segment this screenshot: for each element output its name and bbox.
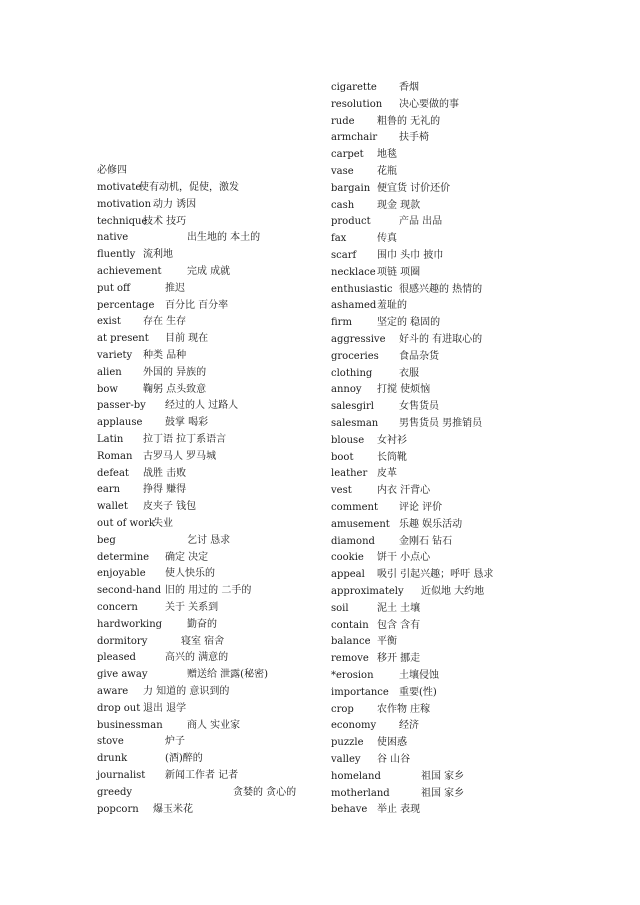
vocab-word: annoy [331, 384, 362, 396]
vocab-word: technique [97, 215, 148, 227]
vocab-word: bow [97, 383, 118, 395]
vocab-word: comment [331, 502, 378, 513]
vocab-word: boot [331, 451, 354, 463]
vocab-meaning: 炉子 [165, 736, 185, 748]
vocab-meaning: 传真 [377, 233, 397, 245]
vocab-meaning: 赠送给 泄露(秘密) [187, 669, 268, 681]
vocab-word: hardworking [97, 618, 163, 630]
vocab-word: achievement [97, 266, 162, 277]
vocab-word: greedy [97, 786, 133, 798]
vocab-meaning: 确定 决定 [165, 551, 209, 563]
vocab-word: necklace [331, 266, 376, 278]
vocab-meaning: 技术 技巧 [143, 215, 187, 227]
vocab-word: clothing [331, 367, 373, 379]
vocab-meaning: 地毯 [377, 149, 397, 161]
vocab-meaning: 动力 诱因 [153, 198, 197, 210]
vocab-word: concern [97, 602, 138, 613]
vocab-word: out of work [97, 518, 155, 529]
vocab-word: *erosion [331, 670, 374, 681]
vocab-meaning: 力 知道的 意识到的 [143, 686, 230, 697]
vocab-meaning: 近似地 大约地 [421, 586, 485, 597]
vocab-meaning: 重要(性) [399, 686, 437, 698]
vocab-meaning: 旧的 用过的 二手的 [165, 585, 252, 597]
vocab-word: balance [331, 636, 371, 648]
vocab-word: motivate [97, 182, 142, 193]
vocab-meaning: 现金 现款 [377, 199, 421, 211]
vocab-meaning: 皮革 [377, 468, 397, 480]
vocab-meaning: 平衡 [377, 636, 397, 648]
vocab-word: pleased [97, 652, 136, 664]
vocab-meaning: 评论 评价 [399, 502, 443, 513]
vocab-word: businessman [97, 719, 163, 731]
vocab-word: journalist [97, 770, 146, 781]
vocab-meaning: 便宜货 讨价还价 [377, 182, 451, 194]
vocab-word: aware [97, 686, 129, 697]
vocab-word: cookie [331, 552, 364, 564]
vocab-meaning: 失业 [153, 518, 173, 529]
vocab-meaning: 决心要做的事 [399, 98, 459, 110]
vocab-meaning: 鼓掌 喝彩 [165, 417, 209, 429]
vocab-meaning: 使有动机，促使，激发 [139, 182, 239, 193]
vocab-meaning: 经过的人 过路人 [165, 400, 239, 412]
vocab-meaning: 百分比 百分率 [165, 299, 229, 311]
vocab-word: alien [97, 366, 122, 378]
vocab-word: resolution [331, 98, 383, 110]
vocab-word: salesgirl [331, 401, 374, 413]
vocab-word: blouse [331, 434, 365, 446]
vocab-word: drunk [97, 753, 128, 765]
vocab-meaning: 爆玉米花 [153, 803, 193, 815]
vocab-word: armchair [331, 132, 378, 144]
vocab-meaning: 皮夹子 钱包 [143, 501, 197, 513]
vocab-meaning: 女售货员 [399, 401, 439, 413]
vocab-word: scarf [331, 250, 357, 261]
vocab-meaning: 长筒靴 [377, 451, 407, 463]
vocab-meaning: 香烟 [399, 82, 419, 93]
vocab-meaning: 外国的 异族的 [143, 366, 207, 378]
vocab-word: native [97, 232, 129, 244]
vocab-meaning: 推迟 [165, 282, 185, 294]
vocab-word: leather [331, 468, 368, 480]
vocab-meaning: 高兴的 满意的 [165, 652, 229, 664]
vocab-word: importance [331, 686, 389, 698]
vocab-meaning: 存在 生存 [143, 316, 187, 328]
vocab-meaning: 鞠躬 点头致意 [143, 383, 207, 395]
vocab-meaning: 祖国 家乡 [421, 770, 465, 782]
vocab-meaning: 寝室 宿舍 [181, 635, 225, 647]
vocab-meaning: 项链 项圈 [377, 266, 421, 278]
vocab-word: fax [331, 233, 347, 245]
vocab-word: cigarette [331, 82, 377, 93]
vocab-word: enjoyable [97, 568, 146, 580]
vocab-meaning: 食品杂货 [399, 350, 439, 362]
vocab-meaning: 乞讨 恳求 [187, 534, 231, 546]
vocab-word: groceries [331, 350, 379, 362]
vocab-meaning: 出生地的 本土的 [187, 232, 261, 244]
vocab-word: valley [331, 754, 361, 765]
vocab-word: approximately [331, 586, 404, 597]
vocab-word: bargain [331, 182, 371, 194]
vocab-meaning: 古罗马人 罗马城 [143, 450, 217, 462]
vocab-word: behave [331, 804, 368, 816]
vocab-meaning: 退出 退学 [143, 702, 187, 714]
vocab-meaning: 吸引 引起兴趣；呼吁 恳求 [377, 569, 494, 581]
vocab-word: popcorn [97, 803, 139, 815]
vocab-word: contain [331, 619, 369, 631]
vocab-word: determine [97, 551, 150, 563]
vocab-word: second-hand [97, 585, 162, 597]
vocab-word: puzzle [331, 737, 364, 749]
vocab-word: Roman [97, 450, 133, 462]
vocab-meaning: 贪婪的 贪心的 [233, 786, 297, 798]
vocab-meaning: 勤奋的 [187, 618, 217, 630]
section-title: 必修四 [97, 165, 127, 176]
vocab-meaning: 祖国 家乡 [421, 787, 465, 799]
vocab-meaning: 关于 关系到 [165, 602, 219, 613]
vocab-meaning: 内衣 汗背心 [377, 485, 431, 497]
vocab-meaning: 完成 成就 [187, 266, 231, 277]
vocab-word: wallet [97, 501, 128, 513]
vocab-meaning: 衣服 [399, 367, 419, 379]
vocab-word: rude [331, 115, 355, 127]
vocab-word: enthusiastic [331, 283, 393, 295]
vocab-meaning: 种类 品种 [143, 350, 187, 361]
vocab-word: at present [97, 333, 149, 345]
vocab-meaning: 女衬衫 [377, 434, 407, 446]
vocab-meaning: 粗鲁的 无礼的 [377, 115, 441, 127]
vocab-word: aggressive [331, 334, 386, 345]
vocab-meaning: 花瓶 [377, 166, 397, 177]
vocab-word: dormitory [97, 635, 148, 647]
vocab-word: ashamed [331, 300, 377, 312]
vocab-word: give away [97, 669, 148, 681]
vocab-meaning: 金刚石 钻石 [399, 535, 453, 547]
vocab-word: remove [331, 653, 369, 665]
vocab-meaning: 目前 现在 [165, 333, 209, 345]
vocab-word: product [331, 216, 371, 228]
vocab-word: put off [97, 282, 131, 294]
vocab-word: diamond [331, 535, 375, 547]
vocab-word: salesman [331, 418, 379, 429]
vocab-word: applause [97, 417, 143, 429]
vocab-word: cash [331, 199, 355, 211]
vocab-word: economy [331, 720, 377, 732]
vocab-meaning: 经济 [399, 720, 419, 732]
vocab-meaning: 包含 含有 [377, 619, 421, 631]
vocab-meaning: 扶手椅 [399, 132, 429, 144]
vocab-word: crop [331, 703, 354, 715]
vocab-word: earn [97, 484, 121, 496]
vocab-meaning: 移开 挪走 [377, 653, 421, 665]
vocab-word: amusement [331, 518, 390, 530]
vocab-word: percentage [97, 299, 155, 311]
vocab-meaning: 打搅 使烦恼 [377, 384, 431, 396]
vocab-meaning: 流利地 [143, 249, 173, 261]
vocab-word: firm [331, 317, 352, 329]
vocab-word: passer-by [97, 400, 146, 412]
vocab-meaning: 男售货员 男推销员 [399, 418, 483, 429]
vocab-meaning: 很感兴趣的 热情的 [399, 283, 483, 295]
vocab-meaning: 拉丁语 拉丁系语言 [143, 434, 227, 445]
vocab-word: fluently [97, 249, 136, 261]
vocab-meaning: 挣得 赚得 [143, 484, 187, 496]
vocab-word: variety [97, 350, 133, 361]
vocab-meaning: (酒)醉的 [165, 753, 203, 765]
vocab-word: drop out [97, 702, 141, 714]
vocab-meaning: 羞耻的 [377, 300, 407, 312]
vocab-meaning: 使困惑 [377, 737, 407, 749]
vocab-meaning: 饼干 小点心 [377, 552, 431, 564]
vocab-meaning: 好斗的 有进取心的 [399, 334, 483, 345]
vocab-meaning: 产品 出品 [399, 216, 443, 228]
vocab-meaning: 坚定的 稳固的 [377, 317, 441, 329]
vocab-meaning: 使人快乐的 [165, 568, 215, 580]
vocab-word: homeland [331, 770, 381, 782]
vocab-meaning: 泥土 土壤 [377, 602, 421, 614]
vocab-word: carpet [331, 149, 364, 161]
vocab-meaning: 土壤侵蚀 [399, 670, 439, 681]
vocab-word: appeal [331, 569, 365, 581]
vocab-meaning: 农作物 庄稼 [377, 703, 431, 715]
vocab-meaning: 谷 山谷 [377, 754, 411, 765]
vocab-word: defeat [97, 467, 129, 479]
vocab-word: vest [331, 485, 352, 497]
vocab-word: vase [331, 166, 354, 177]
vocab-meaning: 举止 表现 [377, 804, 421, 816]
vocab-word: exist [97, 316, 121, 328]
vocab-meaning: 乐趣 娱乐活动 [399, 518, 463, 530]
vocab-meaning: 新闻工作者 记者 [165, 770, 239, 781]
vocab-meaning: 围巾 头巾 披巾 [377, 250, 444, 261]
vocab-meaning: 商人 实业家 [187, 719, 241, 731]
vocab-word: Latin [97, 434, 124, 445]
vocab-word: beg [97, 534, 116, 546]
vocab-word: soil [331, 602, 349, 614]
vocab-word: stove [97, 736, 124, 748]
vocab-word: motivation [97, 198, 152, 210]
vocab-word: motherland [331, 787, 390, 799]
vocab-meaning: 战胜 击败 [143, 467, 187, 479]
